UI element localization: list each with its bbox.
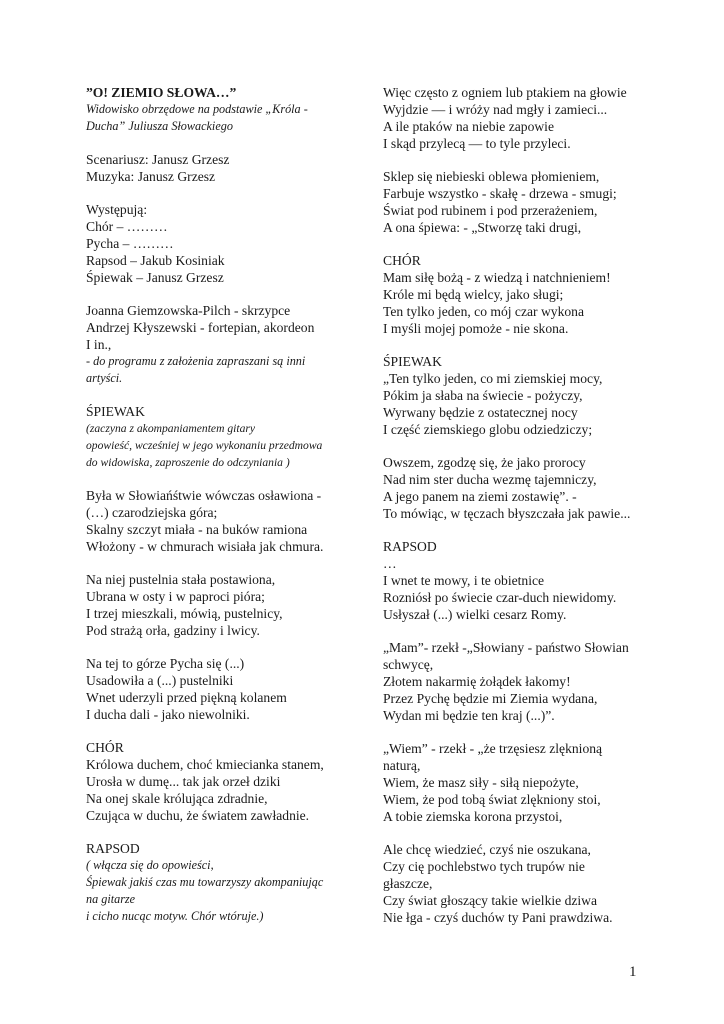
text-line: (…) czarodziejska góra; — [86, 505, 218, 520]
text-block — [86, 655, 358, 723]
text-line: Na niej pustelnia stała postawiona, — [86, 572, 276, 587]
text-line: Na onej skale królująca zdradnie, — [86, 791, 268, 806]
text-line: I część ziemskiego globu odziedziczy; — [383, 422, 593, 437]
text-block — [383, 84, 658, 152]
text-line: Śpiewak – Janusz Grzesz — [86, 270, 224, 285]
text-line: artyści. — [86, 371, 123, 385]
text-line: Muzyka: Janusz Grzesz — [86, 169, 216, 184]
text-line: Wiem, że masz siły - siłą niepożyte, — [383, 775, 579, 790]
text-line: Owszem, zgodzę się, że jako prorocy — [383, 455, 586, 470]
text-line: Joanna Giemzowska-Pilch - skrzypce — [86, 303, 291, 318]
text-line: Urosła w dumę... tak jak orzeł dziki — [86, 774, 281, 789]
text-line: Wnet uderzyli przed piękną kolanem — [86, 690, 287, 705]
text-block — [86, 302, 358, 387]
text-line: A jego panem na ziemi zostawię”. - — [383, 489, 577, 504]
text-line: I skąd przylecą — to tyle przyleci. — [383, 136, 571, 151]
text-block — [383, 454, 658, 522]
text-line: Ten tylko jeden, co mój czar wykona — [383, 304, 584, 319]
text-line: (zaczyna z akompaniamentem gitary — [86, 422, 256, 435]
text-line: Rapsod – Jakub Kosiniak — [86, 253, 225, 268]
text-block — [86, 739, 358, 824]
text-line: „Mam”- rzekł -„Słowiany - państwo Słowian — [383, 640, 629, 655]
text-block — [383, 841, 658, 926]
left-column — [86, 84, 358, 941]
text-line: I wnet te mowy, i te obietnice — [383, 573, 545, 588]
text-block — [86, 84, 358, 135]
text-line: Złotem nakarmię żołądek łakomy! — [383, 674, 571, 689]
text-block — [86, 151, 358, 185]
text-line: - do programu z założenia zapraszani są inni — [86, 354, 306, 368]
right-column — [383, 84, 658, 942]
text-line: Nie łga - czyś duchów ty Pani prawdziwa. — [383, 910, 613, 925]
text-line: „Ten tylko jeden, co mi ziemskiej mocy, — [383, 371, 603, 386]
text-line: Ducha” Juliusza Słowackiego — [86, 119, 233, 133]
text-line: I myśli mojej pomoże - nie skona. — [383, 321, 569, 336]
text-line: Króle mi będą wielcy, jako sługi; — [383, 287, 564, 302]
text-block — [86, 840, 358, 925]
text-line: Świat pod rubinem i pod przerażeniem, — [383, 203, 598, 218]
text-block — [383, 252, 658, 337]
text-block — [86, 201, 358, 286]
text-line: głaszcze, — [383, 876, 433, 891]
text-line: do widowiska, zaproszenie do odczyniania ) — [86, 456, 290, 469]
text-block — [86, 403, 358, 471]
text-line: CHÓR — [383, 253, 421, 268]
text-line: I in., — [86, 337, 112, 352]
text-line: Wyrwany będzie z ostatecznej nocy — [383, 405, 578, 420]
text-line: Śpiewak jakiś czas mu towarzyszy akompaniując — [86, 875, 324, 889]
text-line: naturą, — [383, 758, 421, 773]
text-line: Występują: — [86, 202, 148, 217]
text-line: Więc często z ogniem lub ptakiem na głowie — [383, 85, 627, 100]
text-line: Pókim ja słaba na świecie - pożyczy, — [383, 388, 583, 403]
text-line: CHÓR — [86, 740, 124, 755]
text-line: RAPSOD — [86, 841, 140, 856]
text-line: Wyjdzie — i wróży nad mgły i zamieci... — [383, 102, 608, 117]
text-line: Pycha – ……… — [86, 236, 174, 251]
text-line: Przez Pychę będzie mi Ziemia wydana, — [383, 691, 598, 706]
text-line: I trzej mieszkali, mówią, pustelnicy, — [86, 606, 283, 621]
text-line: ŚPIEWAK — [86, 404, 145, 419]
text-line: Nad nim ster ducha wezmę tajemniczy, — [383, 472, 597, 487]
text-line: Na tej to górze Pycha się (...) — [86, 656, 245, 671]
text-line: Wydan mi będzie ten kraj (...)”. — [383, 708, 555, 723]
text-line: A tobie ziemska korona przystoi, — [383, 809, 563, 824]
text-line: A ona śpiewa: - „Stworzę taki drugi, — [383, 220, 582, 235]
text-line: „Wiem” - rzekł - „że trzęsiesz zlęknioną — [383, 741, 603, 756]
text-line: na gitarze — [86, 892, 136, 906]
document-title: ”O! ZIEMIO SŁOWA…” — [86, 85, 237, 100]
text-line: Scenariusz: Janusz Grzesz — [86, 152, 230, 167]
text-block — [383, 538, 658, 623]
text-line: Czy cię pochlebstwo tych trupów nie — [383, 859, 585, 874]
text-line: ŚPIEWAK — [383, 354, 442, 369]
text-line: Farbuje wszystko - skałę - drzewa - smugi; — [383, 186, 617, 201]
text-line: Czująca w duchu, że światem zawładnie. — [86, 808, 310, 823]
text-line: Ale chcę wiedzieć, czyś nie oszukana, — [383, 842, 591, 857]
text-line: To mówiąc, w tęczach błyszczała jak pawie... — [383, 506, 631, 521]
text-line: Widowisko obrzędowe na podstawie „Króla - — [86, 102, 308, 116]
text-line: opowieść, wcześniej w jego wykonaniu przedmowa — [86, 439, 323, 452]
text-line: Czy świat głoszący takie wielkie dziwa — [383, 893, 598, 908]
text-line: Mam siłę bożą - z wiedzą i natchnieniem! — [383, 270, 611, 285]
text-line: I ducha dali - jako niewolniki. — [86, 707, 250, 722]
text-line: Królowa duchem, choć kmiecianka stanem, — [86, 757, 324, 772]
text-line: Andrzej Kłyszewski - fortepian, akordeon — [86, 320, 315, 335]
text-line: Usłyszał (...) wielki cesarz Romy. — [383, 607, 567, 622]
text-block — [86, 571, 358, 639]
text-line: Sklep się niebieski oblewa płomieniem, — [383, 169, 600, 184]
text-line: Wiem, że pod tobą świat zlękniony stoi, — [383, 792, 601, 807]
text-line: Rozniósł po świecie czar-duch niewidomy. — [383, 590, 617, 605]
text-line: Chór – ……… — [86, 219, 168, 234]
text-line: Usadowiła a (...) pustelniki — [86, 673, 234, 688]
text-line: schwycę, — [383, 657, 434, 672]
text-line: … — [383, 556, 397, 571]
text-line: Ubrana w osty i w paproci pióra; — [86, 589, 265, 604]
text-block — [383, 353, 658, 438]
text-block — [383, 639, 658, 724]
text-line: Włożony - w chmurach wisiała jak chmura. — [86, 539, 324, 554]
text-line: Skalny szczyt miała - na buków ramiona — [86, 522, 308, 537]
text-line: i cicho nucąc motyw. Chór wtóruje.) — [86, 909, 264, 923]
page-number: 1 — [629, 964, 637, 980]
text-block — [383, 740, 658, 825]
text-line: RAPSOD — [383, 539, 437, 554]
text-line: Pod strażą orła, gadziny i lwicy. — [86, 623, 260, 638]
text-line: Była w Słowiańśtwie wówczas osławiona - — [86, 488, 322, 503]
text-block — [86, 487, 358, 555]
text-block — [383, 168, 658, 236]
text-line: A ile ptaków na niebie zapowie — [383, 119, 554, 134]
text-line: ( włącza się do opowieści, — [86, 858, 214, 872]
